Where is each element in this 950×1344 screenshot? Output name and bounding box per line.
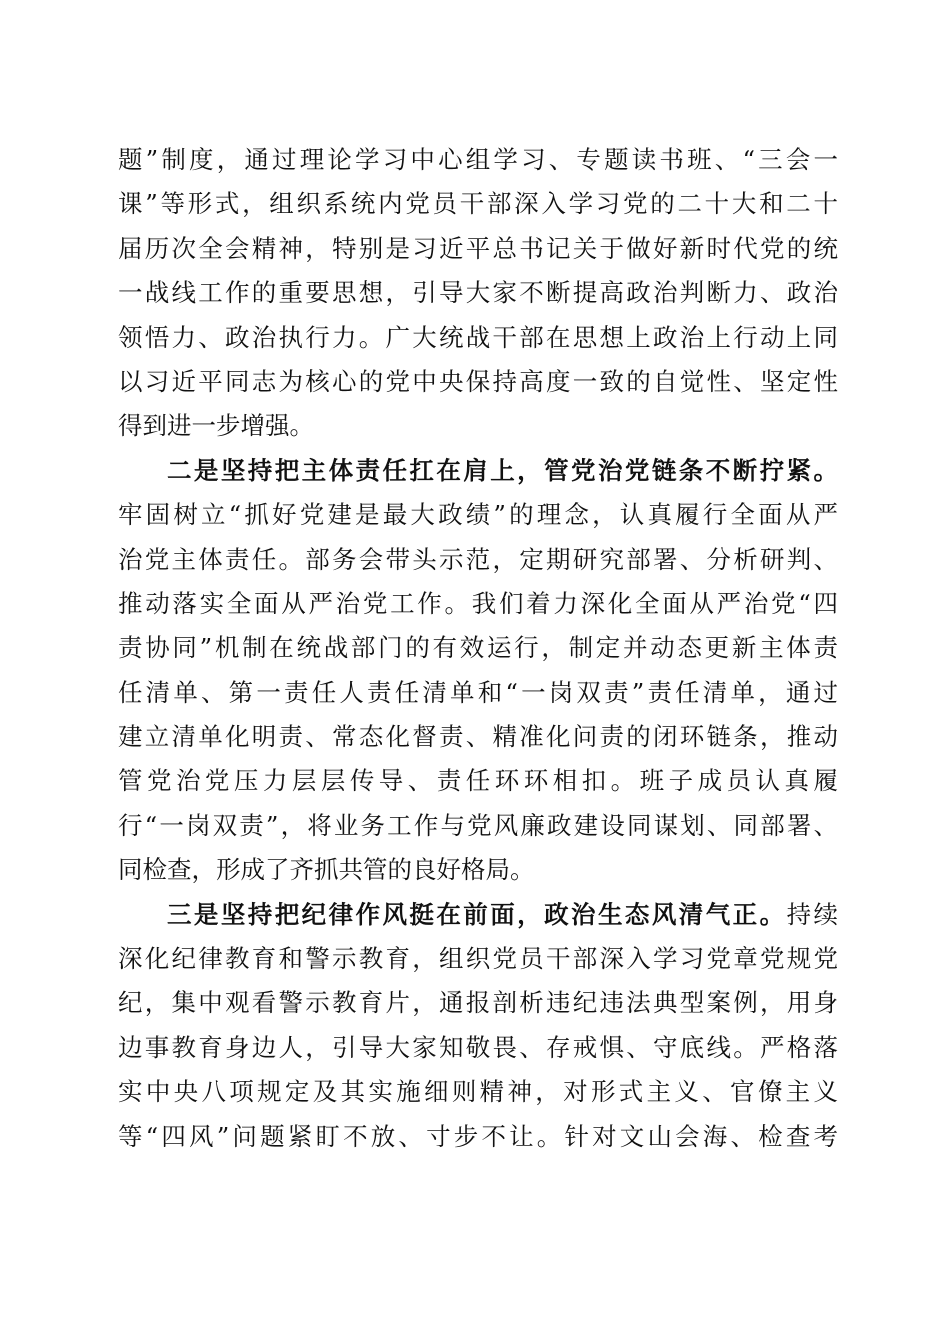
text-line: 同检查，形成了齐抓共管的良好格局。 — [118, 855, 535, 885]
text-line: 牢固树立“抓好党建是最大政绩”的理念，认真履行全面从严 — [118, 500, 838, 530]
paragraph-1 — [118, 138, 838, 449]
paragraph-heading-continuation: 持续 — [786, 899, 838, 929]
text-line: 推动落实全面从严治党工作。我们着力深化全面从严治党“四 — [118, 588, 838, 618]
paragraph-heading: 三是坚持把纪律作风挺在前面，政治生态风清气正。 — [167, 899, 787, 929]
document-body — [118, 138, 838, 1159]
text-line: 届历次全会精神，特别是习近平总书记关于做好新时代党的统 — [118, 233, 838, 263]
text-line: 题”制度，通过理论学习中心组学习、专题读书班、“三会一 — [118, 145, 838, 174]
text-line: 等“四风”问题紧盯不放、寸步不让。针对文山会海、检查考 — [118, 1121, 838, 1151]
text-line: 责协同”机制在统战部门的有效运行，制定并动态更新主体责 — [118, 633, 838, 663]
text-line: 建立清单化明责、常态化督责、精准化问责的闭环链条，推动 — [118, 722, 838, 752]
paragraph-heading: 二是坚持把主体责任扛在肩上，管党治党链条不断拧紧。 — [167, 455, 838, 485]
text-line: 纪，集中观看警示教育片，通报剖析违纪违法典型案例，用身 — [118, 988, 838, 1018]
paragraph-heading-line — [118, 893, 838, 937]
text-line: 管党治党压力层层传导、责任环环相扣。班子成员认真履 — [118, 766, 838, 796]
text-line: 以习近平同志为核心的党中央保持高度一致的自觉性、坚定性 — [118, 366, 838, 396]
text-line: 行“一岗双责”，将业务工作与党风廉政建设同谋划、同部署、 — [118, 810, 838, 840]
text-line: 一战线工作的重要思想，引导大家不断提高政治判断力、政治 — [118, 278, 838, 308]
text-line: 治党主体责任。部务会带头示范，定期研究部署、分析研判、 — [118, 544, 838, 574]
text-line: 实中央八项规定及其实施细则精神，对形式主义、官僚主义 — [118, 1077, 838, 1107]
text-line: 深化纪律教育和警示教育，组织党员干部深入学习党章党规党 — [118, 944, 838, 974]
text-line: 得到进一步增强。 — [118, 411, 314, 441]
paragraph-3 — [118, 893, 838, 1159]
text-line: 领悟力、政治执行力。广大统战干部在思想上政治上行动上同 — [118, 322, 838, 352]
text-line: 课”等形式，组织系统内党员干部深入学习党的二十大和二十 — [118, 189, 838, 219]
paragraph-2 — [118, 449, 838, 893]
text-line: 边事教育身边人，引导大家知敬畏、存戒惧、守底线。严格落 — [118, 1032, 838, 1062]
paragraph-heading-line — [118, 449, 838, 493]
text-line: 任清单、第一责任人责任清单和“一岗双责”责任清单，通过 — [118, 677, 838, 707]
